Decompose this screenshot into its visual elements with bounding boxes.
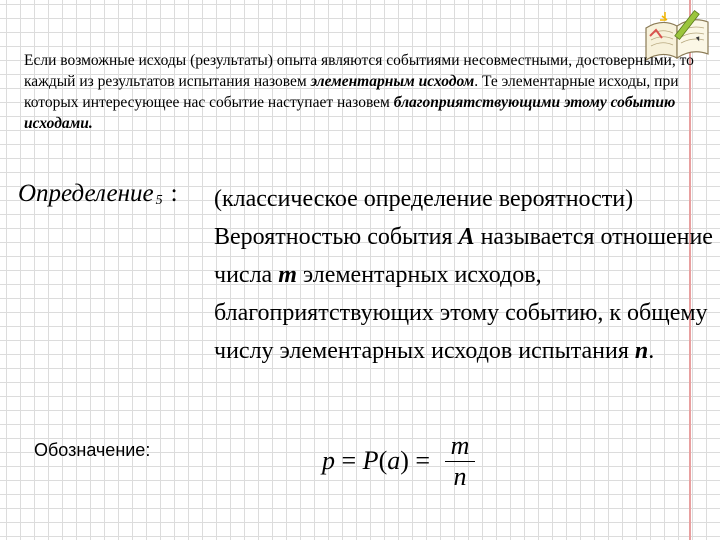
formula-equals-2: = xyxy=(408,446,437,475)
intro-text-part2: . Те элементарные исходы, при которых интересующее нас событие наступает назовем xyxy=(24,73,679,111)
n-symbol: n xyxy=(634,338,649,364)
formula-fraction xyxy=(445,431,476,492)
formula-close-paren: ) xyxy=(400,446,409,475)
intro-term-elementary-outcome: элементарным исходом xyxy=(310,73,475,90)
definition-end: . xyxy=(648,338,655,364)
formula-p: p xyxy=(322,446,335,475)
definition-label xyxy=(18,180,178,209)
definition-number: 5 xyxy=(155,193,163,208)
intro-term-favorable-outcomes: благоприятствующими этому событию исходами. xyxy=(24,94,676,132)
intro-paragraph xyxy=(24,50,706,134)
formula-denominator: n xyxy=(453,461,467,491)
intro-text-part1: Если возможные исходы (результаты) опыта являются событиями несовместными, достоверными, то каждый из результатов испытания назовем xyxy=(24,52,694,90)
definition-text xyxy=(214,180,714,370)
event-symbol: A xyxy=(458,224,475,250)
m-symbol: m xyxy=(278,262,297,288)
formula-numerator: m xyxy=(450,430,470,460)
definition-part3: элементарных исходов, благоприятствующих этому событию, к общему числу элементарных исходов испытания xyxy=(214,262,708,364)
definition-word: Определение xyxy=(18,180,154,207)
formula-open-paren: ( xyxy=(378,446,388,475)
formula-a: a xyxy=(387,446,401,475)
definition-colon: : xyxy=(170,180,178,207)
formula-P: P xyxy=(362,446,379,475)
notation-label: Обозначение: xyxy=(34,440,151,460)
probability-formula xyxy=(322,426,475,496)
definition-part2: называется отношение числа xyxy=(214,224,713,288)
formula-equals-1: = xyxy=(335,446,363,475)
definition-part1: (классическое определение вероятности) Вероятностью события xyxy=(214,186,634,250)
